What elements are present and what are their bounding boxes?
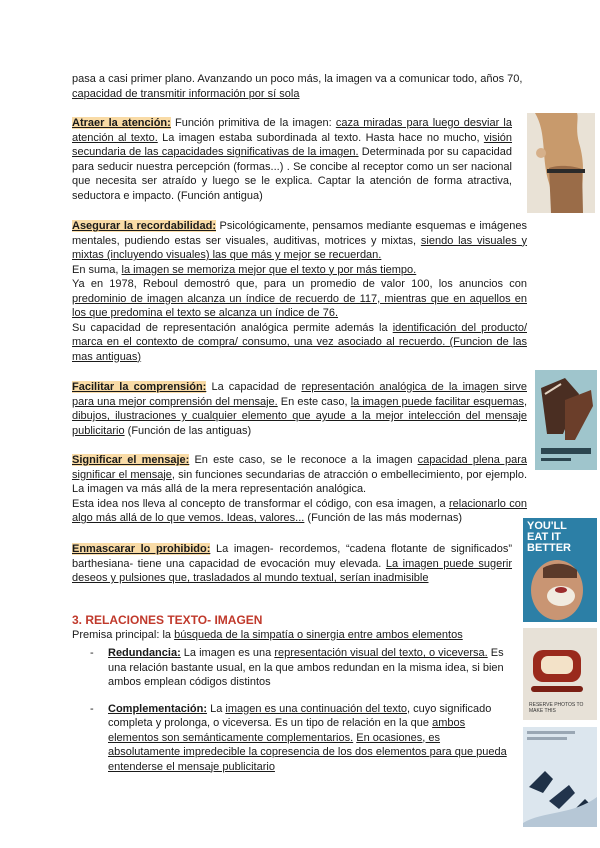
ad-image-torso [527, 113, 595, 213]
section-title: 3. RELACIONES TEXTO- IMAGEN [72, 613, 263, 627]
atraer-paragraph: Atraer la atención: Función primitiva de la imagen: caza miradas para luego desviar la atención al texto. La imagen estaba subordinada al texto. Hasta hace no mucho, visión secundaria de las capacidades significativas de la imagen. Determinada por su capacidad para seducir nuestra percepción (formas...) . Se concibe al receptor como un ser nacional que necesita ser atraído y luego se le explica. Captar la atención de forma atractiva, seductora e impacto. (Función antigua) [72, 117, 512, 202]
facilitar-heading: Facilitar la comprensión: [72, 381, 207, 393]
list-item-complementacion: - Complementación: La imagen es una continuación del texto, cuyo significado completa y prolonga, o viceversa. Es un tipo de relación en la que ambos elementos son semánticamente complementarios. En ocasiones, es absolutamente impredecible la copresencia de los dos elementos para que pueda entenderse el mensaje publicitario [108, 702, 512, 775]
ad3-caption: RESERVE PHOTOS TO MAKE THIS [529, 702, 584, 714]
ad-image-shoes [535, 370, 597, 470]
complementacion-heading: Complementación: [108, 702, 208, 715]
ad-image-eat-it-better [523, 518, 597, 622]
ad2-headline: YOU'LL EAT IT BETTER [527, 520, 571, 554]
atraer-heading: Atraer la atención: [72, 117, 171, 129]
enmascarar-paragraph: Enmascarar lo prohibido: La imagen- recordemos, “cadena flotante de significados” barthesiana- tiene una capacidad de evocación muy elevada. La imagen puede sugerir deseos y pulsiones que, trasladados al mundo textual, serían inadmisible [72, 543, 513, 584]
ad-image-soap [523, 628, 597, 720]
intro-line-2: capacidad de transmitir información por sí sola [72, 87, 300, 100]
significar-heading: Significar el mensaje: [72, 454, 190, 466]
list-item-redundancia: - Redundancia: La imagen es una representación visual del texto, o viceversa. Es una relación bastante usual, en la que ambos redundan en la misma idea, si bien ambos emplean códigos distintos [108, 646, 512, 690]
asegurar-paragraph: Asegurar la recordabilidad: Psicológicamente, pensamos mediante esquemas e imágenes mentales, pudiendo estas ser visuales, auditivas, motrices y mixtas, siendo las visuales y mixtas (incluyendo visuales) las que más y mejor se recuerdan. En suma, la imagen se memoriza mejor que el texto y por más tiempo. Ya en 1978, Reboul demostró que, para un promedio de valor 100, los anuncios con predominio de imagen alcanza un índice de recuerdo de 117, mientras que en aquellos en los que predomina el texto se alcanza un índice de 76. Su capacidad de representación analógica permite además la identificación del producto/ marca en el contexto de compra/ consumo, una vez asociado al recuerdo. (Funcion de las mas antiguas) [72, 220, 528, 363]
asegurar-heading: Asegurar la recordabilidad: [72, 220, 216, 232]
redundancia-heading: Redundancia: [108, 647, 181, 659]
intro-paragraph [72, 72, 527, 101]
intro-line-1: pasa a casi primer plano. Avanzando un poco más, la imagen va a comunicar todo, años 70, [72, 73, 523, 85]
premise: Premisa principal: la búsqueda de la simpatía o sinergia entre ambos elementos [72, 628, 463, 641]
ad-image-winter [523, 727, 597, 827]
section-3 [72, 613, 512, 786]
significar-paragraph: Significar el mensaje: En este caso, se le reconoce a la imagen capacidad plena para significar el mensaje, sin funciones secundarias de atracción o embellecimiento, por ejemplo. La imagen va más allá de la mera representación analógica. Esta idea nos lleva al concepto de transformar el código, con esa imagen, a relacionarlo con algo más allá de lo que vemos. Ideas, valores... (Función de las más modernas) [72, 454, 528, 524]
enmascarar-heading: Enmascarar lo prohibido: [72, 543, 211, 555]
facilitar-paragraph: Facilitar la comprensión: La capacidad de representación analógica de la imagen sirve para una mejor comprensión del mensaje. En este caso, la imagen puede facilitar esquemas, dibujos, ilustraciones y cualquier elemento que ayude a la mejor intelección del mensaje publicitario (Función de las antiguas) [72, 381, 527, 437]
relations-list [72, 646, 512, 774]
